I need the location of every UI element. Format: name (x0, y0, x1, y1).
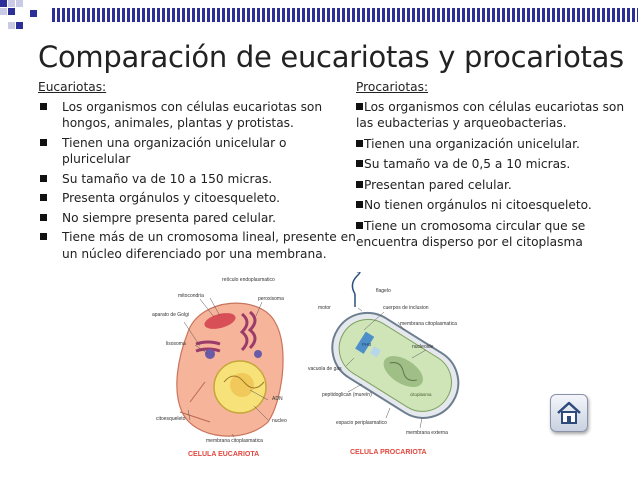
list-item: Los organismos con células eucariotas son las eubacterias y arqueobacterias. (356, 99, 625, 130)
list-item: Los organismos con células eucariotas son hongos, animales, plantas y protistas. (38, 99, 356, 132)
label-mitocondria: mitocondria (178, 293, 204, 299)
bullet-icon (356, 160, 363, 167)
bullet-icon (356, 222, 363, 229)
bullet-icon (40, 194, 47, 201)
list-item: Tienen una organización unicelular. (356, 136, 634, 153)
label-periplasmatico: espacio periplasmatico (336, 420, 387, 426)
bullet-icon (40, 175, 47, 182)
top-decoration-bar (0, 0, 638, 30)
bullet-icon (356, 103, 363, 110)
list-item: Tienen una organización unicelular o pluricelular (38, 135, 356, 168)
label-adn: ADN (272, 396, 283, 402)
list-item: No tienen orgánulos ni citoesqueleto. (356, 197, 634, 214)
label-reticulo: retículo endoplasmatico (222, 277, 275, 283)
list-item: Su tamaño va de 10 a 150 micras. (38, 171, 356, 188)
label-membrana-ext: membrana externa (406, 430, 448, 436)
home-button[interactable] (550, 394, 588, 432)
label-nucleoide: nucleoide (412, 344, 434, 350)
home-icon (551, 395, 587, 431)
striped-bar (52, 8, 638, 22)
label-peptidoglican: peptidoglican (mureín) (322, 392, 372, 398)
prokaryote-column (356, 79, 634, 255)
label-peroxisoma: peroxisoma (258, 296, 284, 302)
prokaryote-list (356, 99, 634, 251)
slide-title: Comparación de eucariotas y procariotas (38, 40, 624, 74)
list-item: Su tamaño va de 0,5 a 10 micras. (356, 156, 634, 173)
list-item: No siempre presenta pared celular. (38, 210, 356, 227)
list-item: Tiene más de un cromosoma lineal, presente en un núcleo diferenciado por una membrana. (38, 229, 356, 262)
label-phb: PHB (362, 342, 372, 347)
label-citoesqueleto: citoesqueleto (156, 416, 186, 422)
eukaryotic-cell-diagram (152, 277, 287, 458)
eukaryote-heading: Eucariotas: (38, 80, 107, 94)
bullet-icon (356, 201, 363, 208)
eukaryote-caption: CELULA EUCARIOTA (188, 451, 260, 458)
bullet-icon (356, 140, 363, 147)
cell-comparison-figure (150, 272, 490, 472)
corner-squares (0, 0, 52, 30)
prokaryote-heading: Procariotas: (356, 80, 429, 94)
bullet-icon (40, 139, 47, 146)
eukaryote-column (38, 79, 356, 265)
label-citoplasma: citoplasma (410, 392, 432, 397)
bullet-icon (356, 181, 363, 188)
label-lisosoma: lisosoma (166, 341, 186, 347)
bullet-icon (40, 233, 47, 240)
label-golgi: aparato de Golgi (152, 312, 189, 318)
label-flagelo: flagelo (376, 288, 391, 294)
label-motor: motor (318, 305, 331, 311)
label-membrana: membrana citoplasmatica (206, 438, 263, 444)
label-inclusion: cuerpos de inclusion (383, 305, 429, 311)
list-item: Presentan pared celular. (356, 177, 634, 194)
prokaryotic-cell-diagram (308, 272, 472, 456)
bullet-icon (40, 103, 47, 110)
label-membrana-cito: membrana citoplasmatica (400, 321, 457, 327)
label-nucleo: nucleo (272, 418, 287, 424)
list-item: Presenta orgánulos y citoesqueleto. (38, 190, 356, 207)
prokaryote-caption: CELULA PROCARIOTA (350, 449, 427, 456)
list-item: Tiene un cromosoma circular que se encuentra disperso por el citoplasma (356, 218, 586, 249)
label-vacuola: vacuola de gas (308, 366, 342, 372)
eukaryote-list (38, 99, 356, 263)
bullet-icon (40, 214, 47, 221)
